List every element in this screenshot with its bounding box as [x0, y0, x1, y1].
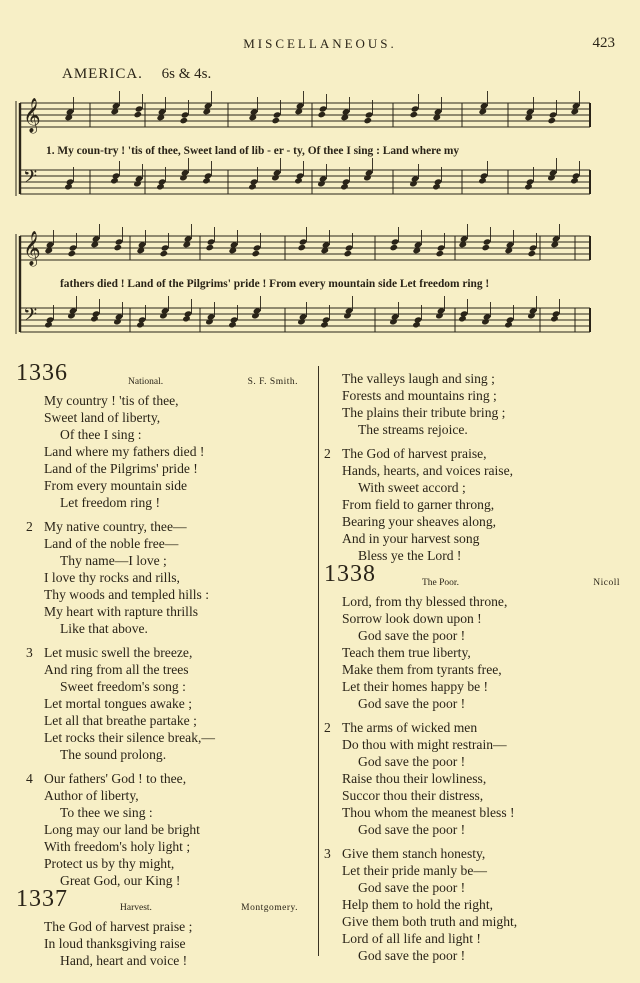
line-text: Lord of all life and light !	[342, 931, 481, 946]
stanza-number: 3	[324, 846, 331, 861]
line-text: Land where my fathers died !	[44, 444, 205, 459]
hymn-line	[26, 838, 298, 855]
line-text: My heart with rapture thrills	[44, 604, 199, 619]
line-text: With sweet accord ;	[358, 480, 466, 495]
hymn-line	[26, 855, 298, 872]
hymn-line	[324, 695, 620, 712]
hymn-line	[26, 935, 298, 952]
line-text: Give them stanch honesty,	[342, 846, 486, 861]
hymn-1337-continued	[324, 370, 620, 564]
hymn-line	[26, 729, 298, 746]
hymn-line	[26, 746, 298, 763]
hymn-line	[324, 804, 620, 821]
line-text: Let their pride manly be—	[342, 863, 487, 878]
hymn-line	[324, 370, 620, 387]
line-text: And in your harvest song	[342, 531, 480, 546]
hymn-author: Montgomery.	[241, 903, 298, 913]
hymn-number: 1338	[324, 561, 376, 587]
hymn-line	[324, 627, 620, 644]
line-text: Bearing your sheaves along,	[342, 514, 497, 529]
hymn-line	[26, 620, 298, 637]
line-text: Teach them true liberty,	[342, 645, 471, 660]
line-text: And ring from all the trees	[44, 662, 189, 677]
running-title: MISCELLANEOUS.	[243, 36, 397, 51]
hymn-line	[324, 896, 620, 913]
hymn-line	[324, 821, 620, 838]
column-divider	[318, 366, 319, 956]
hymn-tune-name: The Poor.	[422, 578, 459, 588]
line-text: To thee we sing :	[60, 805, 153, 820]
line-text: In loud thanksgiving raise	[44, 936, 186, 951]
line-text: Help them to hold the right,	[342, 897, 494, 912]
hymn-line	[324, 947, 620, 964]
hymn-line	[26, 804, 298, 821]
stanza	[26, 518, 298, 637]
hymn-line	[26, 678, 298, 695]
svg-text:𝄢: 𝄢	[23, 305, 38, 330]
hymn-line	[324, 661, 620, 678]
line-text: Forests and mountains ring ;	[342, 388, 497, 403]
hymn-line	[26, 409, 298, 426]
hymn-text	[324, 593, 620, 964]
line-text: Thy name—I love ;	[60, 553, 167, 568]
hymn-line	[324, 462, 620, 479]
hymn-line	[26, 644, 298, 661]
hymn-line	[26, 712, 298, 729]
hymn-line	[26, 443, 298, 460]
line-text: God save the poor !	[358, 754, 466, 769]
hymn-line	[324, 610, 620, 627]
line-text: Make them from tyrants free,	[342, 662, 502, 677]
stanza-number: 2	[26, 519, 33, 534]
line-text: Long may our land be bright	[44, 822, 200, 837]
line-text: Great God, our King !	[60, 873, 181, 888]
line-text: The arms of wicked men	[342, 720, 478, 735]
hymn-line	[324, 387, 620, 404]
hymn-line	[324, 719, 620, 736]
hymn-line	[324, 913, 620, 930]
line-text: Hands, hearts, and voices raise,	[342, 463, 513, 478]
line-text: The valleys laugh and sing ;	[342, 371, 495, 386]
stanza	[26, 644, 298, 763]
line-text: Let all that breathe partake ;	[44, 713, 197, 728]
line-text: From field to garner throng,	[342, 497, 495, 512]
stanza	[324, 719, 620, 838]
stanza-number: 2	[324, 446, 331, 461]
line-text: Author of liberty,	[44, 788, 139, 803]
hymn-line	[324, 593, 620, 610]
page-number: 423	[592, 35, 615, 51]
hymn-1338	[324, 561, 620, 964]
hymn-line	[26, 518, 298, 535]
hymn-line	[324, 513, 620, 530]
line-text: Let rocks their silence break,—	[44, 730, 215, 745]
hymn-line	[26, 695, 298, 712]
hymn-1336	[16, 360, 298, 889]
line-text: The streams rejoice.	[358, 422, 468, 437]
line-text: The sound prolong.	[60, 747, 167, 762]
line-text: Sweet freedom's song :	[60, 679, 186, 694]
line-text: My native country, thee—	[44, 519, 187, 534]
hymn-line	[324, 879, 620, 896]
line-text: Land of the Pilgrims' pride !	[44, 461, 198, 476]
hymn-line	[324, 445, 620, 462]
hymn-line	[26, 552, 298, 569]
hymn-number: 1337	[16, 886, 68, 912]
music-score	[0, 0, 640, 360]
hymn-line	[324, 678, 620, 695]
line-text: The plains their tribute bring ;	[342, 405, 506, 420]
line-text: Give them both truth and might,	[342, 914, 518, 929]
hymn-tune-name: Harvest.	[120, 903, 152, 913]
hymn-line	[26, 392, 298, 409]
hymn-number: 1336	[16, 360, 68, 386]
line-text: Lord, from thy blessed throne,	[342, 594, 508, 609]
hymn-line	[26, 586, 298, 603]
stanza	[26, 770, 298, 889]
stanza	[324, 370, 620, 438]
stanza-number: 2	[324, 720, 331, 735]
line-text: With freedom's holy light ;	[44, 839, 191, 854]
line-text: Do thou with might restrain—	[342, 737, 507, 752]
line-text: Let music swell the breeze,	[44, 645, 193, 660]
line-text: Thy woods and templed hills :	[44, 587, 209, 602]
line-text: Let freedom ring !	[60, 495, 161, 510]
hymn-line	[26, 494, 298, 511]
line-text: Like that above.	[60, 621, 148, 636]
line-text: Land of the noble free—	[44, 536, 179, 551]
line-text: From every mountain side	[44, 478, 188, 493]
left-column	[16, 360, 298, 976]
line-text: God save the poor !	[358, 948, 466, 963]
tune-meter: 6s & 4s.	[161, 66, 212, 82]
line-text: Of thee I sing :	[60, 427, 142, 442]
line-text: God save the poor !	[358, 696, 466, 711]
hymn-author: Nicoll	[593, 578, 620, 588]
hymn-line	[324, 421, 620, 438]
hymn-text	[16, 918, 298, 969]
stanza	[324, 593, 620, 712]
hymn-line	[324, 862, 620, 879]
stanza-number: 4	[26, 771, 33, 786]
svg-text:𝄞: 𝄞	[23, 98, 41, 133]
line-text: Our fathers' God ! to thee,	[44, 771, 187, 786]
hymn-line	[26, 770, 298, 787]
line-text: Hand, heart and voice !	[60, 953, 188, 968]
hymn-line	[324, 845, 620, 862]
hymn-line	[26, 460, 298, 477]
line-text: Thou whom the meanest bless !	[342, 805, 515, 820]
hymn-line	[324, 496, 620, 513]
right-column	[324, 370, 620, 971]
hymn-text	[16, 392, 298, 889]
hymn-line	[26, 426, 298, 443]
hymn-tune-name: National.	[128, 377, 164, 387]
hymn-author: S. F. Smith.	[247, 377, 298, 387]
line-text: Let mortal tongues awake ;	[44, 696, 192, 711]
hymn-line	[324, 530, 620, 547]
hymn-line	[324, 736, 620, 753]
hymn-line	[26, 569, 298, 586]
line-text: Succor thou their distress,	[342, 788, 484, 803]
line-text: Bless ye the Lord !	[358, 548, 462, 563]
hymn-line	[26, 918, 298, 935]
hymn-line	[324, 404, 620, 421]
svg-text:𝄞: 𝄞	[23, 231, 41, 266]
hymn-line	[26, 477, 298, 494]
line-text: Protect us by thy might,	[44, 856, 175, 871]
svg-text:𝄢: 𝄢	[23, 167, 38, 192]
score-lyrics-line-2: fathers died ! Land of the Pilgrims' pride ! From every mountain side Let freedom ring !	[60, 278, 490, 290]
hymn-line	[26, 661, 298, 678]
tune-name: AMERICA.	[62, 66, 143, 82]
stanza	[26, 392, 298, 511]
line-text: God save the poor !	[358, 880, 466, 895]
staff-lines	[16, 101, 590, 334]
stanza	[26, 918, 298, 969]
hymn-line	[324, 479, 620, 496]
hymn-line	[324, 770, 620, 787]
hymn-line	[26, 535, 298, 552]
line-text: Let their homes happy be !	[342, 679, 489, 694]
hymn-line	[26, 952, 298, 969]
line-text: God save the poor !	[358, 822, 466, 837]
hymn-line	[26, 787, 298, 804]
stanza-number: 3	[26, 645, 33, 660]
hymn-line	[324, 753, 620, 770]
hymn-line	[26, 821, 298, 838]
line-text: God save the poor !	[358, 628, 466, 643]
hymn-line	[324, 930, 620, 947]
hymn-line	[324, 787, 620, 804]
stanza	[324, 445, 620, 564]
score-lyrics-line-1: 1. My coun-try ! 'tis of thee, Sweet land of lib - er - ty, Of thee I sing : Land where my	[46, 145, 460, 157]
line-text: Raise thou their lowliness,	[342, 771, 487, 786]
hymn-line	[324, 644, 620, 661]
hymn-line	[26, 603, 298, 620]
line-text: Sorrow look down upon !	[342, 611, 482, 626]
line-text: The God of harvest praise,	[342, 446, 487, 461]
line-text: I love thy rocks and rills,	[44, 570, 180, 585]
hymn-1337	[16, 886, 298, 969]
clef-glyphs	[23, 98, 41, 330]
stanza	[324, 845, 620, 964]
line-text: Sweet land of liberty,	[44, 410, 161, 425]
line-text: My country ! 'tis of thee,	[44, 393, 179, 408]
line-text: The God of harvest praise ;	[44, 919, 193, 934]
